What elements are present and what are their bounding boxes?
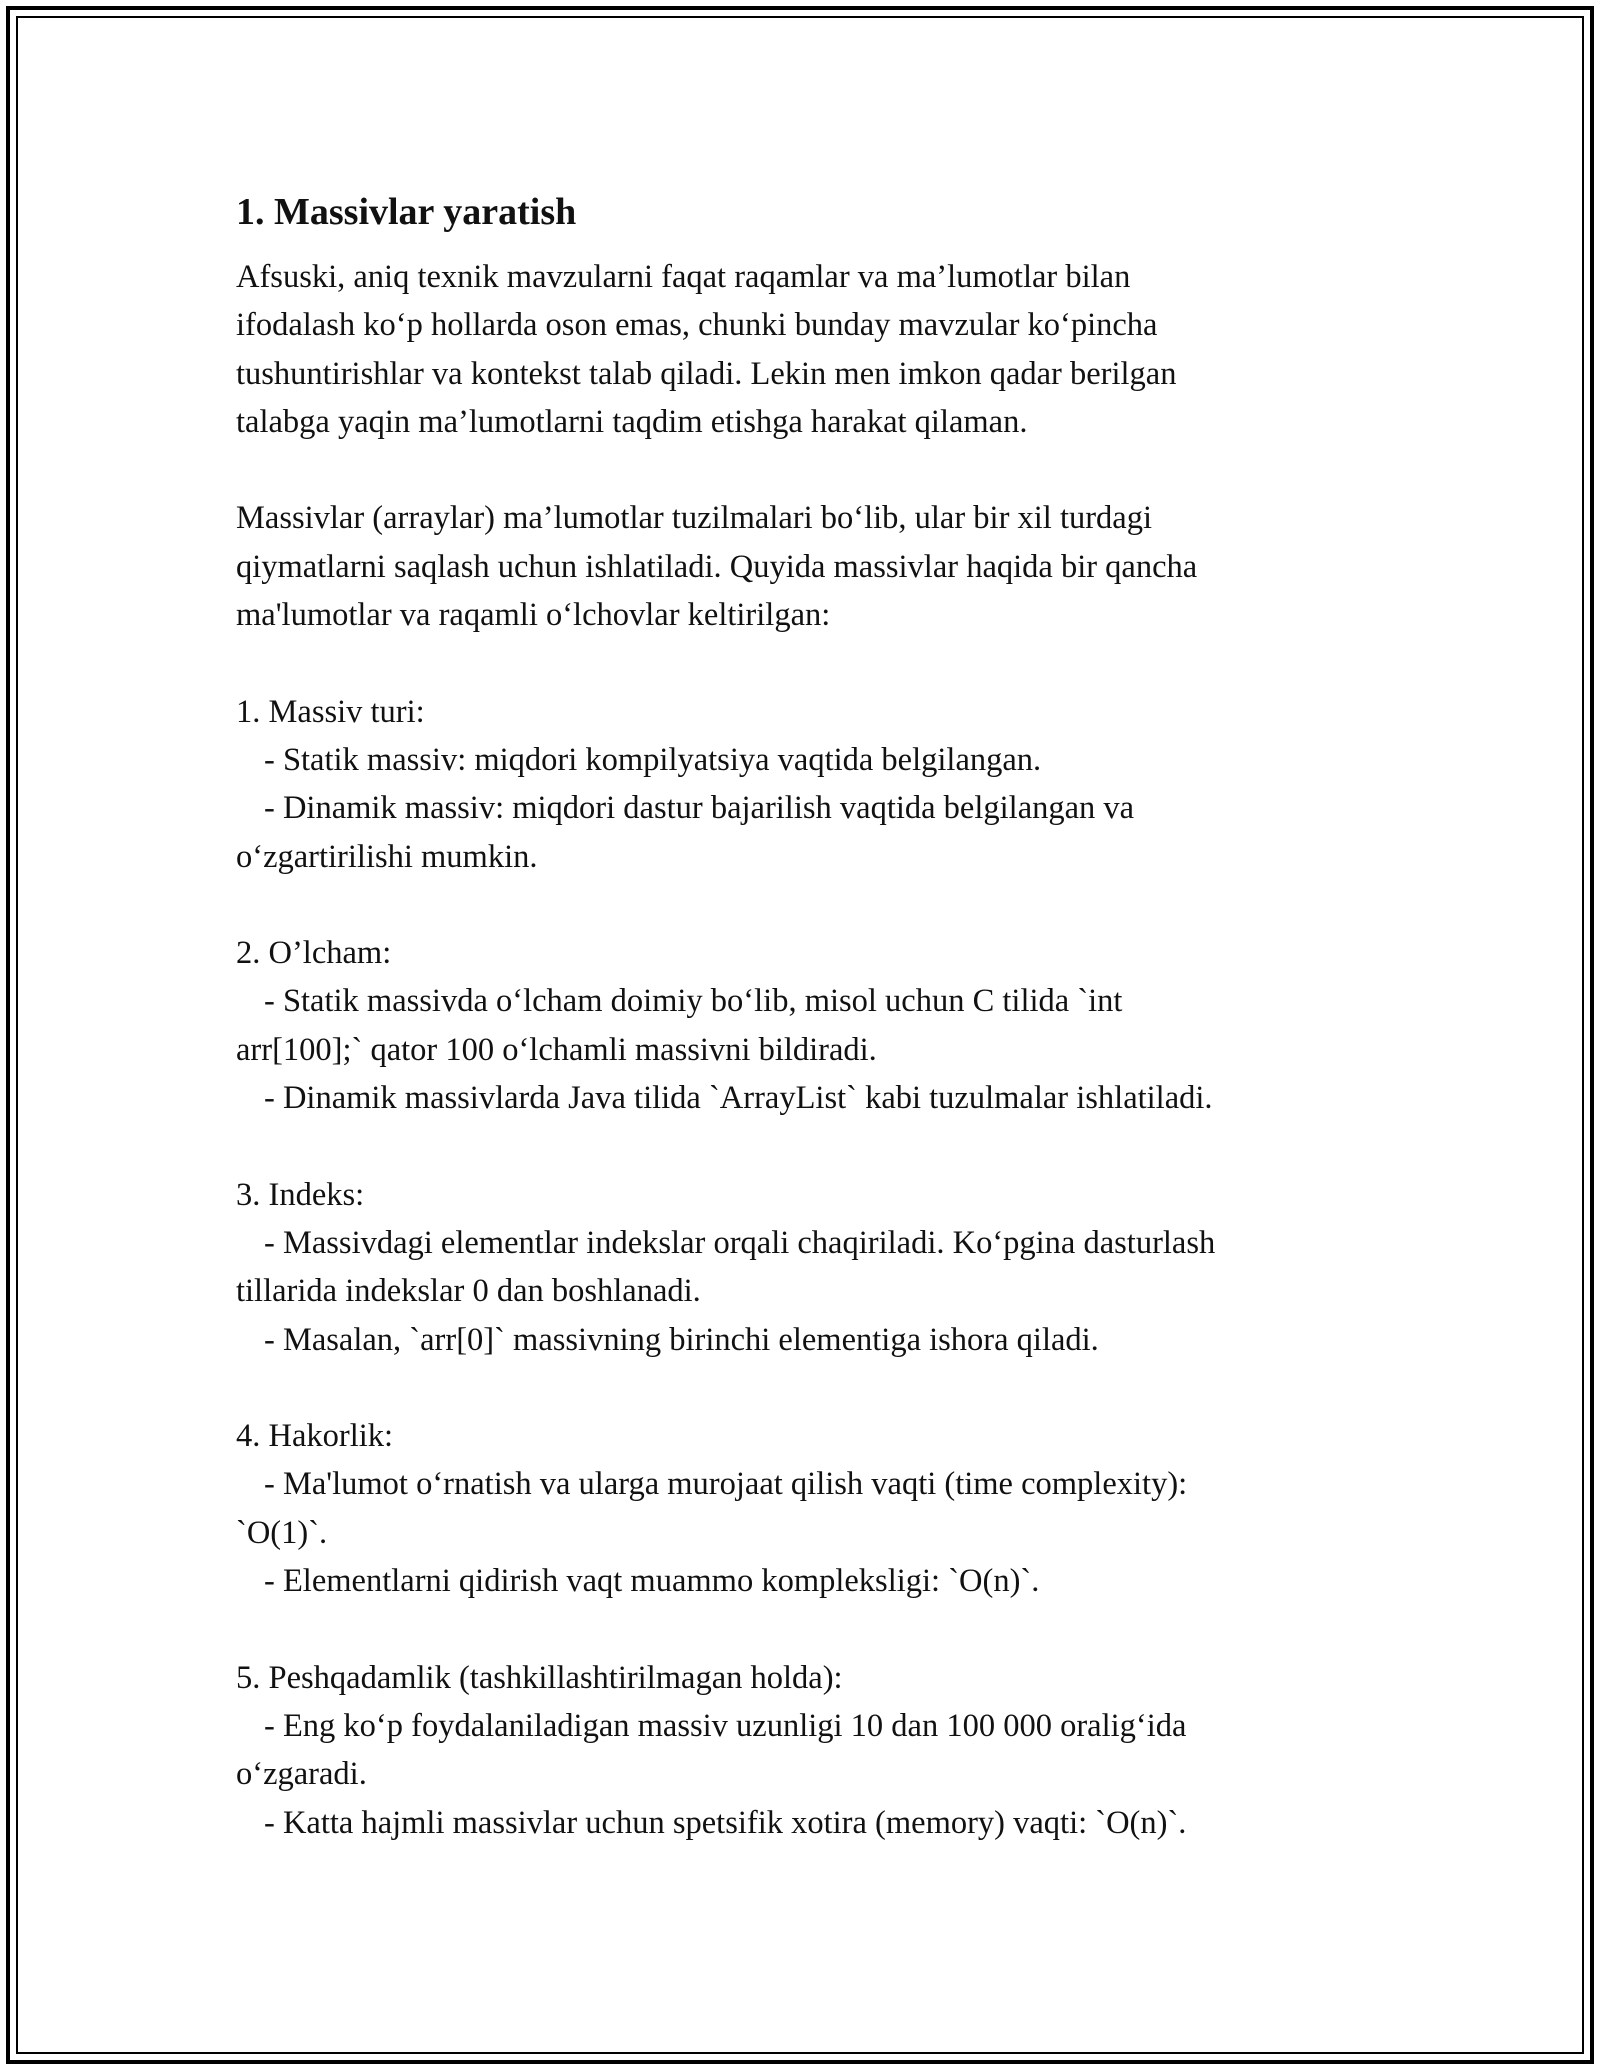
section-heading: 2. O’lcham: [236,935,392,972]
section-line [236,1702,1386,1750]
section-line: o‘zgartirilishi mumkin. [236,838,538,875]
summary-line: ma'lumotlar va raqamli o‘lchovlar keltirilgan: [236,597,831,634]
summary-line: Massivlar (arraylar) ma’lumotlar tuzilmalari bo‘lib, ular bir xil turdagi [236,500,1153,537]
section-line [236,784,1386,832]
section-line: `O(1)`. [236,1514,328,1551]
document-body [236,183,1386,1847]
section-line-text: - Masalan, `arr[0]` massivning birinchi elementiga ishora qiladi. [264,1321,1099,1358]
section-line: arr[100];` qator 100 o‘lchamli massivni bildiradi. [236,1031,877,1068]
section-line-text: - Elementlarni qidirish vaqt muammo kompleksligi: `O(n)`. [264,1563,1040,1600]
paragraph-gap [236,1605,1386,1653]
intro-line: Afsuski, aniq texnik mavzularni faqat raqamlar va ma’lumotlar bilan [236,259,1131,295]
section-line-text: - Katta hajmli massivlar uchun spetsifik xotira (memory) vaqti: `O(n)`. [264,1804,1187,1841]
section-line-text: - Eng ko‘p foydalaniladigan massiv uzunligi 10 dan 100 000 oralig‘ida [264,1707,1187,1744]
section-line [236,1557,1386,1605]
section-line: tillarida indekslar 0 dan boshlanadi. [236,1273,701,1310]
section-heading: 4. Hakorlik: [236,1418,394,1455]
section-line-text: - Ma'lumot o‘rnatish va ularga murojaat qilish vaqti (time complexity): [264,1466,1188,1503]
intro-paragraph [236,253,1386,446]
paragraph-gap [236,639,1386,687]
section-peshqadamlik [236,1654,1386,1847]
paragraph-gap [236,1122,1386,1170]
section-massiv-turi [236,688,1386,881]
section-line [236,1074,1386,1122]
intro-line: tushuntirishlar va kontekst talab qiladi. Lekin men imkon qadar berilgan [236,355,1177,392]
section-line: o‘zgaradi. [236,1756,367,1793]
section-line-text: - Statik massiv: miqdori kompilyatsiya vaqtida belgilangan. [264,741,1042,778]
section-hakorlik [236,1412,1386,1605]
section-line-text: - Massivdagi elementlar indekslar orqali chaqiriladi. Ko‘pgina dasturlash [264,1224,1216,1261]
section-indeks [236,1171,1386,1364]
paragraph-gap [236,881,1386,929]
summary-paragraph [236,494,1386,639]
summary-line: qiymatlarni saqlash uchun ishlatiladi. Quyida massivlar haqida bir qancha [236,548,1198,585]
section-line-text: - Statik massivda o‘lcham doimiy bo‘lib, misol uchun C tilida `int [264,983,1123,1020]
paragraph-gap [236,446,1386,494]
document-title: 1. Massivlar yaratish [236,191,577,233]
section-line [236,977,1386,1025]
section-line-text: - Dinamik massivlarda Java tilida `ArrayList` kabi tuzulmalar ishlatiladi. [264,1080,1213,1117]
section-heading: 1. Massiv turi: [236,693,425,730]
section-line [236,1460,1386,1508]
section-line [236,736,1386,784]
section-line [236,1219,1386,1267]
section-heading: 3. Indeks: [236,1176,365,1213]
intro-line: ifodalash ko‘p hollarda oson emas, chunki bunday mavzular ko‘pincha [236,307,1158,344]
section-line [236,1316,1386,1364]
paragraph-gap [236,1364,1386,1412]
intro-line: talabga yaqin ma’lumotlarni taqdim etishga harakat qilaman. [236,403,1028,440]
section-line [236,1799,1386,1847]
section-line-text: - Dinamik massiv: miqdori dastur bajarilish vaqtida belgilangan va [264,790,1135,827]
section-olcham [236,929,1386,1122]
section-heading: 5. Peshqadamlik (tashkillashtirilmagan holda): [236,1659,843,1696]
